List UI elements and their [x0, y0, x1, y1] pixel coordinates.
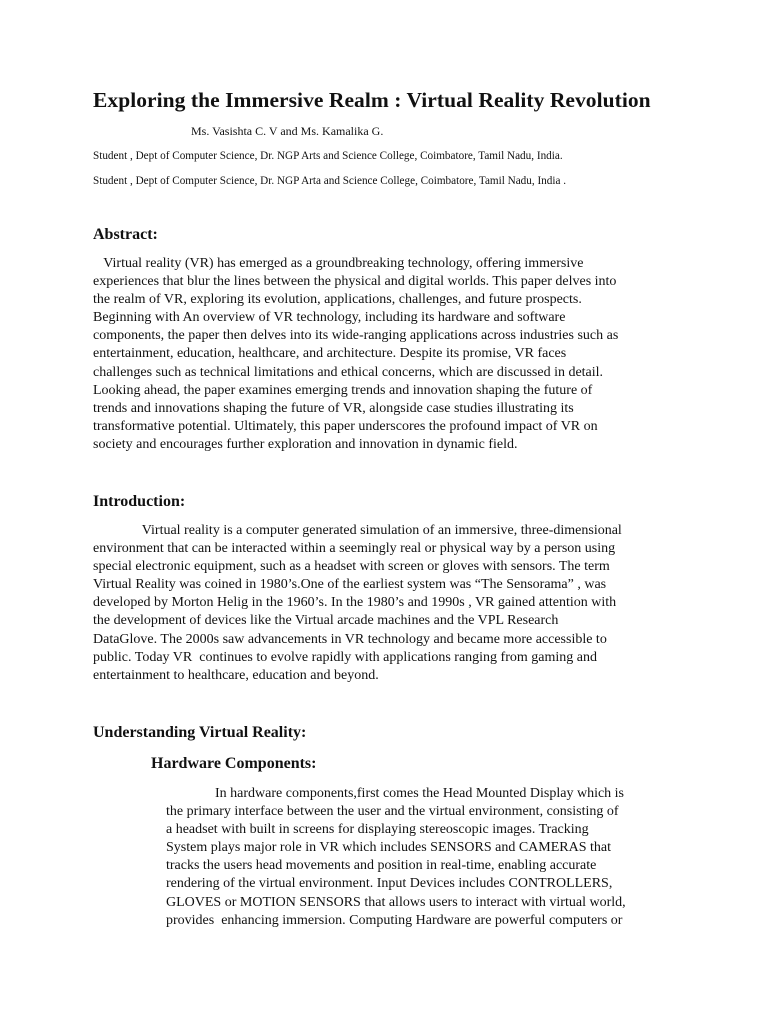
- hardware-line: the primary interface between the user and the virtual environment, consisting of: [166, 804, 619, 820]
- introduction-line: entertainment to healthcare, education and beyond.: [93, 667, 379, 683]
- abstract-line: experiences that blur the lines between the physical and digital worlds. This paper delves into: [93, 274, 617, 290]
- introduction-line: DataGlove. The 2000s saw advancements in VR technology and became more accessible to: [93, 631, 607, 647]
- abstract-line: Beginning with An overview of VR technology, including its hardware and software: [93, 310, 566, 326]
- abstract-line: society and encourages further exploration and innovation in dynamic field.: [93, 436, 518, 452]
- abstract-paragraph: [93, 255, 618, 454]
- abstract-line: entertainment, education, healthcare, and architecture. Despite its promise, VR faces: [93, 346, 567, 362]
- introduction-line: Virtual Reality was coined in 1980’s.One of the earliest system was “The Sensorama” , was: [93, 577, 607, 593]
- introduction-line: environment that can be interacted within a seemingly real or physical way by a person using: [93, 541, 616, 557]
- abstract-line: the realm of VR, exploring its evolution, applications, challenges, and future prospects.: [93, 292, 582, 308]
- abstract-heading: Abstract:: [93, 226, 158, 243]
- abstract-line: Looking ahead, the paper examines emerging trends and innovation shaping the future of: [93, 382, 593, 398]
- introduction-line: special electronic equipment, such as a headset with screen or gloves with sensors. The term: [93, 559, 610, 575]
- abstract-line: Virtual reality (VR) has emerged as a groundbreaking technology, offering immersive: [93, 256, 584, 271]
- understanding-vr-heading: Understanding Virtual Reality:: [93, 724, 307, 741]
- abstract-line: components, the paper then delves into its wide-ranging applications across industries such as: [93, 328, 619, 344]
- introduction-heading: Introduction:: [93, 493, 186, 510]
- hardware-line: GLOVES or MOTION SENSORS that allows users to interact with virtual world,: [166, 894, 626, 910]
- introduction-line: developed by Morton Helig in the 1960’s. In the 1980’s and 1990s , VR gained attention with: [93, 595, 617, 611]
- hardware-line: tracks the users head movements and position in real-time, enabling accurate: [166, 858, 597, 874]
- paper-authors: Ms. Vasishta C. V and Ms. Kamalika G.: [191, 124, 384, 138]
- hardware-line: System plays major role in VR which includes SENSORS and CAMERAS that: [166, 840, 612, 856]
- hardware-line: In hardware components,first comes the Head Mounted Display which is: [166, 786, 625, 801]
- introduction-paragraph: [93, 522, 622, 685]
- introduction-line: public. Today VR continues to evolve rapidly with applications ranging from gaming and: [93, 649, 597, 665]
- hardware-line: provides enhancing immersion. Computing Hardware are powerful computers or: [166, 912, 623, 928]
- abstract-line: transformative potential. Ultimately, this paper underscores the profound impact of VR on: [93, 418, 598, 434]
- hardware-components-heading: Hardware Components:: [151, 755, 317, 772]
- hardware-line: rendering of the virtual environment. Input Devices includes CONTROLLERS,: [166, 876, 613, 892]
- author-affiliation: Student , Dept of Computer Science, Dr. NGP Arts and Science College, Coimbatore, Tamil Nadu, India.: [93, 150, 563, 162]
- abstract-line: challenges such as technical limitations and ethical concerns, which are discussed in detail.: [93, 364, 604, 380]
- abstract-line: trends and innovations shaping the future of VR, alongside case studies illustrating its: [93, 400, 574, 416]
- paper-title: Exploring the Immersive Realm : Virtual Reality Revolution: [93, 88, 651, 112]
- introduction-line: the development of devices like the Virtual arcade machines and the VPL Research: [93, 613, 559, 629]
- hardware-components-paragraph: [166, 785, 626, 930]
- author-affiliation: Student , Dept of Computer Science, Dr. NGP Arta and Science College, Coimbatore, Tamil Nadu, India .: [93, 175, 567, 187]
- introduction-line: Virtual reality is a computer generated simulation of an immersive, three-dimensional: [93, 523, 622, 538]
- hardware-line: a headset with built in screens for displaying stereoscopic images. Tracking: [166, 822, 589, 838]
